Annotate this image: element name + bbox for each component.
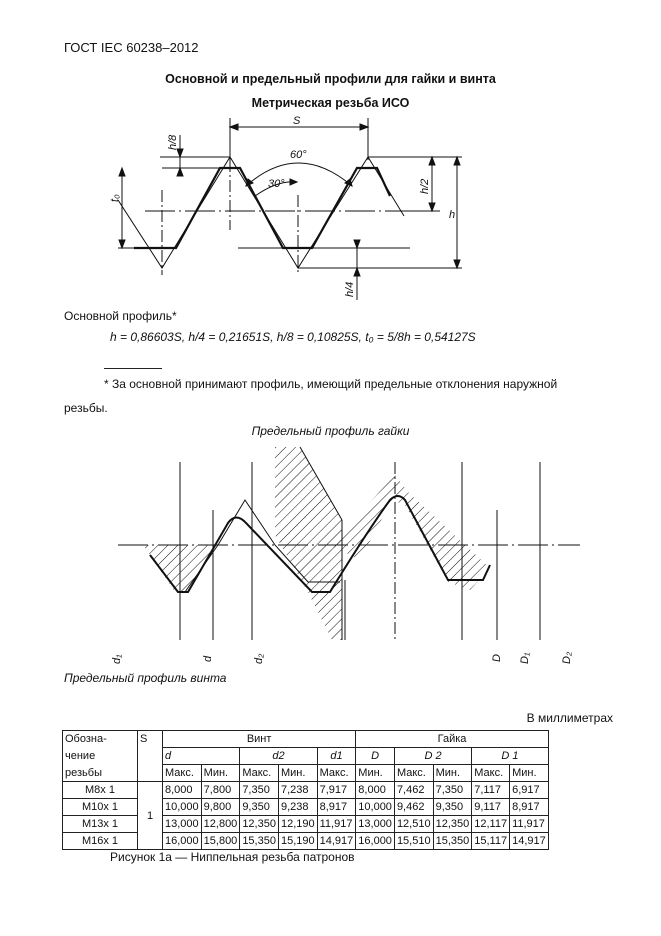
cell: 15,190 <box>278 833 317 850</box>
cell: 13,000 <box>356 816 395 833</box>
D1-header: D 1 <box>472 748 548 765</box>
max-header: Макс. <box>163 765 202 782</box>
cell: 7,350 <box>240 782 279 799</box>
table-row <box>63 833 549 850</box>
cell: 9,238 <box>278 799 317 816</box>
cell: 15,117 <box>472 833 510 850</box>
thread-name: М10х 1 <box>63 799 138 816</box>
max-header: Макс. <box>472 765 510 782</box>
cell: 11,917 <box>317 816 356 833</box>
cell: 15,350 <box>433 833 472 850</box>
cell: 7,117 <box>472 782 510 799</box>
footnote-divider <box>104 368 162 369</box>
dim-D1-label: D₁ <box>519 652 531 664</box>
cell: 16,000 <box>163 833 202 850</box>
angle-60-label: 60° <box>290 149 307 161</box>
cell: 12,190 <box>278 816 317 833</box>
dim-h4-label: h/4 <box>344 281 356 297</box>
footnote-line-1: * За основной принимают профиль, имеющий предельные отклонения наружной <box>104 377 558 391</box>
cell: 7,238 <box>278 782 317 799</box>
angle-30-label: 30° <box>268 178 285 190</box>
cell: 15,350 <box>240 833 279 850</box>
cell: 7,350 <box>433 782 472 799</box>
dim-h2-label: h/2 <box>419 178 431 194</box>
dim-D-label: D <box>491 654 503 662</box>
D-header: D <box>356 748 395 765</box>
cell: 11,917 <box>510 816 549 833</box>
d2-header: d2 <box>240 748 317 765</box>
thread-name: М8х 1 <box>63 782 138 799</box>
d1-header: d1 <box>317 748 356 765</box>
min-header: Мин. <box>356 765 395 782</box>
cell: 9,462 <box>394 799 433 816</box>
dim-h-label: h <box>449 209 456 221</box>
min-header: Мин. <box>433 765 472 782</box>
min-header: Мин. <box>201 765 240 782</box>
D2-header: D 2 <box>394 748 471 765</box>
basic-profile-diagram <box>0 110 661 310</box>
cell: 8,917 <box>510 799 549 816</box>
designation-header: Обозна- <box>63 731 138 748</box>
dim-t0-label: t₀ <box>109 194 121 202</box>
cell: 12,350 <box>433 816 472 833</box>
basic-profile-formula: h = 0,86603S, h/4 = 0,21651S, h/8 = 0,10825S, t₀ = 5/8h = 0,54127S <box>110 330 476 344</box>
cell: 10,000 <box>356 799 395 816</box>
cell: 8,000 <box>163 782 202 799</box>
dim-h8-label: h/8 <box>167 134 179 150</box>
cell: 12,510 <box>394 816 433 833</box>
cell: 15,510 <box>394 833 433 850</box>
basic-profile-label: Основной профиль* <box>64 309 177 323</box>
nut-header: Гайка <box>356 731 548 748</box>
dim-S-label: S <box>293 115 301 127</box>
cell: 9,350 <box>240 799 279 816</box>
max-header: Макс. <box>240 765 279 782</box>
thread-dimensions-table <box>62 730 549 850</box>
max-header: Макс. <box>317 765 356 782</box>
page-title: Основной и предельный профили для гайки и винта <box>165 72 496 86</box>
cell: 16,000 <box>356 833 395 850</box>
cell: 9,800 <box>201 799 240 816</box>
max-header: Макс. <box>394 765 433 782</box>
cell: 14,917 <box>317 833 356 850</box>
cell: 7,462 <box>394 782 433 799</box>
footnote-line-2: резьбы. <box>64 401 108 415</box>
dim-d1-label: d₁ <box>111 654 123 664</box>
cell: 7,800 <box>201 782 240 799</box>
d-header: d <box>163 748 240 765</box>
dim-d2-label: d₂ <box>253 653 265 664</box>
cell: 6,917 <box>510 782 549 799</box>
cell: 13,000 <box>163 816 202 833</box>
min-header: Мин. <box>510 765 549 782</box>
cell: 12,350 <box>240 816 279 833</box>
S-value: 1 <box>138 782 163 850</box>
table-row <box>63 799 549 816</box>
cell: 12,800 <box>201 816 240 833</box>
cell: 9,117 <box>472 799 510 816</box>
dim-d-label: d <box>202 655 214 662</box>
designation-header-l2: чение <box>63 748 138 765</box>
limit-profile-diagram <box>0 440 661 672</box>
thread-name: М13х 1 <box>63 816 138 833</box>
page-subtitle: Метрическая резьба ИСО <box>251 96 410 110</box>
cell: 9,350 <box>433 799 472 816</box>
bolt-profile-caption: Предельный профиль винта <box>64 671 227 685</box>
cell: 8,917 <box>317 799 356 816</box>
bolt-header: Винт <box>163 731 356 748</box>
table-row <box>63 816 549 833</box>
designation-header-l3: резьбы <box>63 765 138 782</box>
cell: 8,000 <box>356 782 395 799</box>
document-header: ГОСТ IEC 60238–2012 <box>64 40 199 55</box>
table-row <box>63 782 549 799</box>
dim-D2-label: D₂ <box>561 651 573 664</box>
cell: 14,917 <box>510 833 549 850</box>
thread-name: М16х 1 <box>63 833 138 850</box>
figure-caption: Рисунок 1а — Ниппельная резьба патронов <box>110 850 355 864</box>
cell: 10,000 <box>163 799 202 816</box>
units-note: В миллиметрах <box>526 711 613 725</box>
cell: 12,117 <box>472 816 510 833</box>
cell: 7,917 <box>317 782 356 799</box>
min-header: Мин. <box>278 765 317 782</box>
S-header: S <box>138 731 163 748</box>
cell: 15,800 <box>201 833 240 850</box>
nut-profile-caption: Предельный профиль гайки <box>251 424 410 438</box>
